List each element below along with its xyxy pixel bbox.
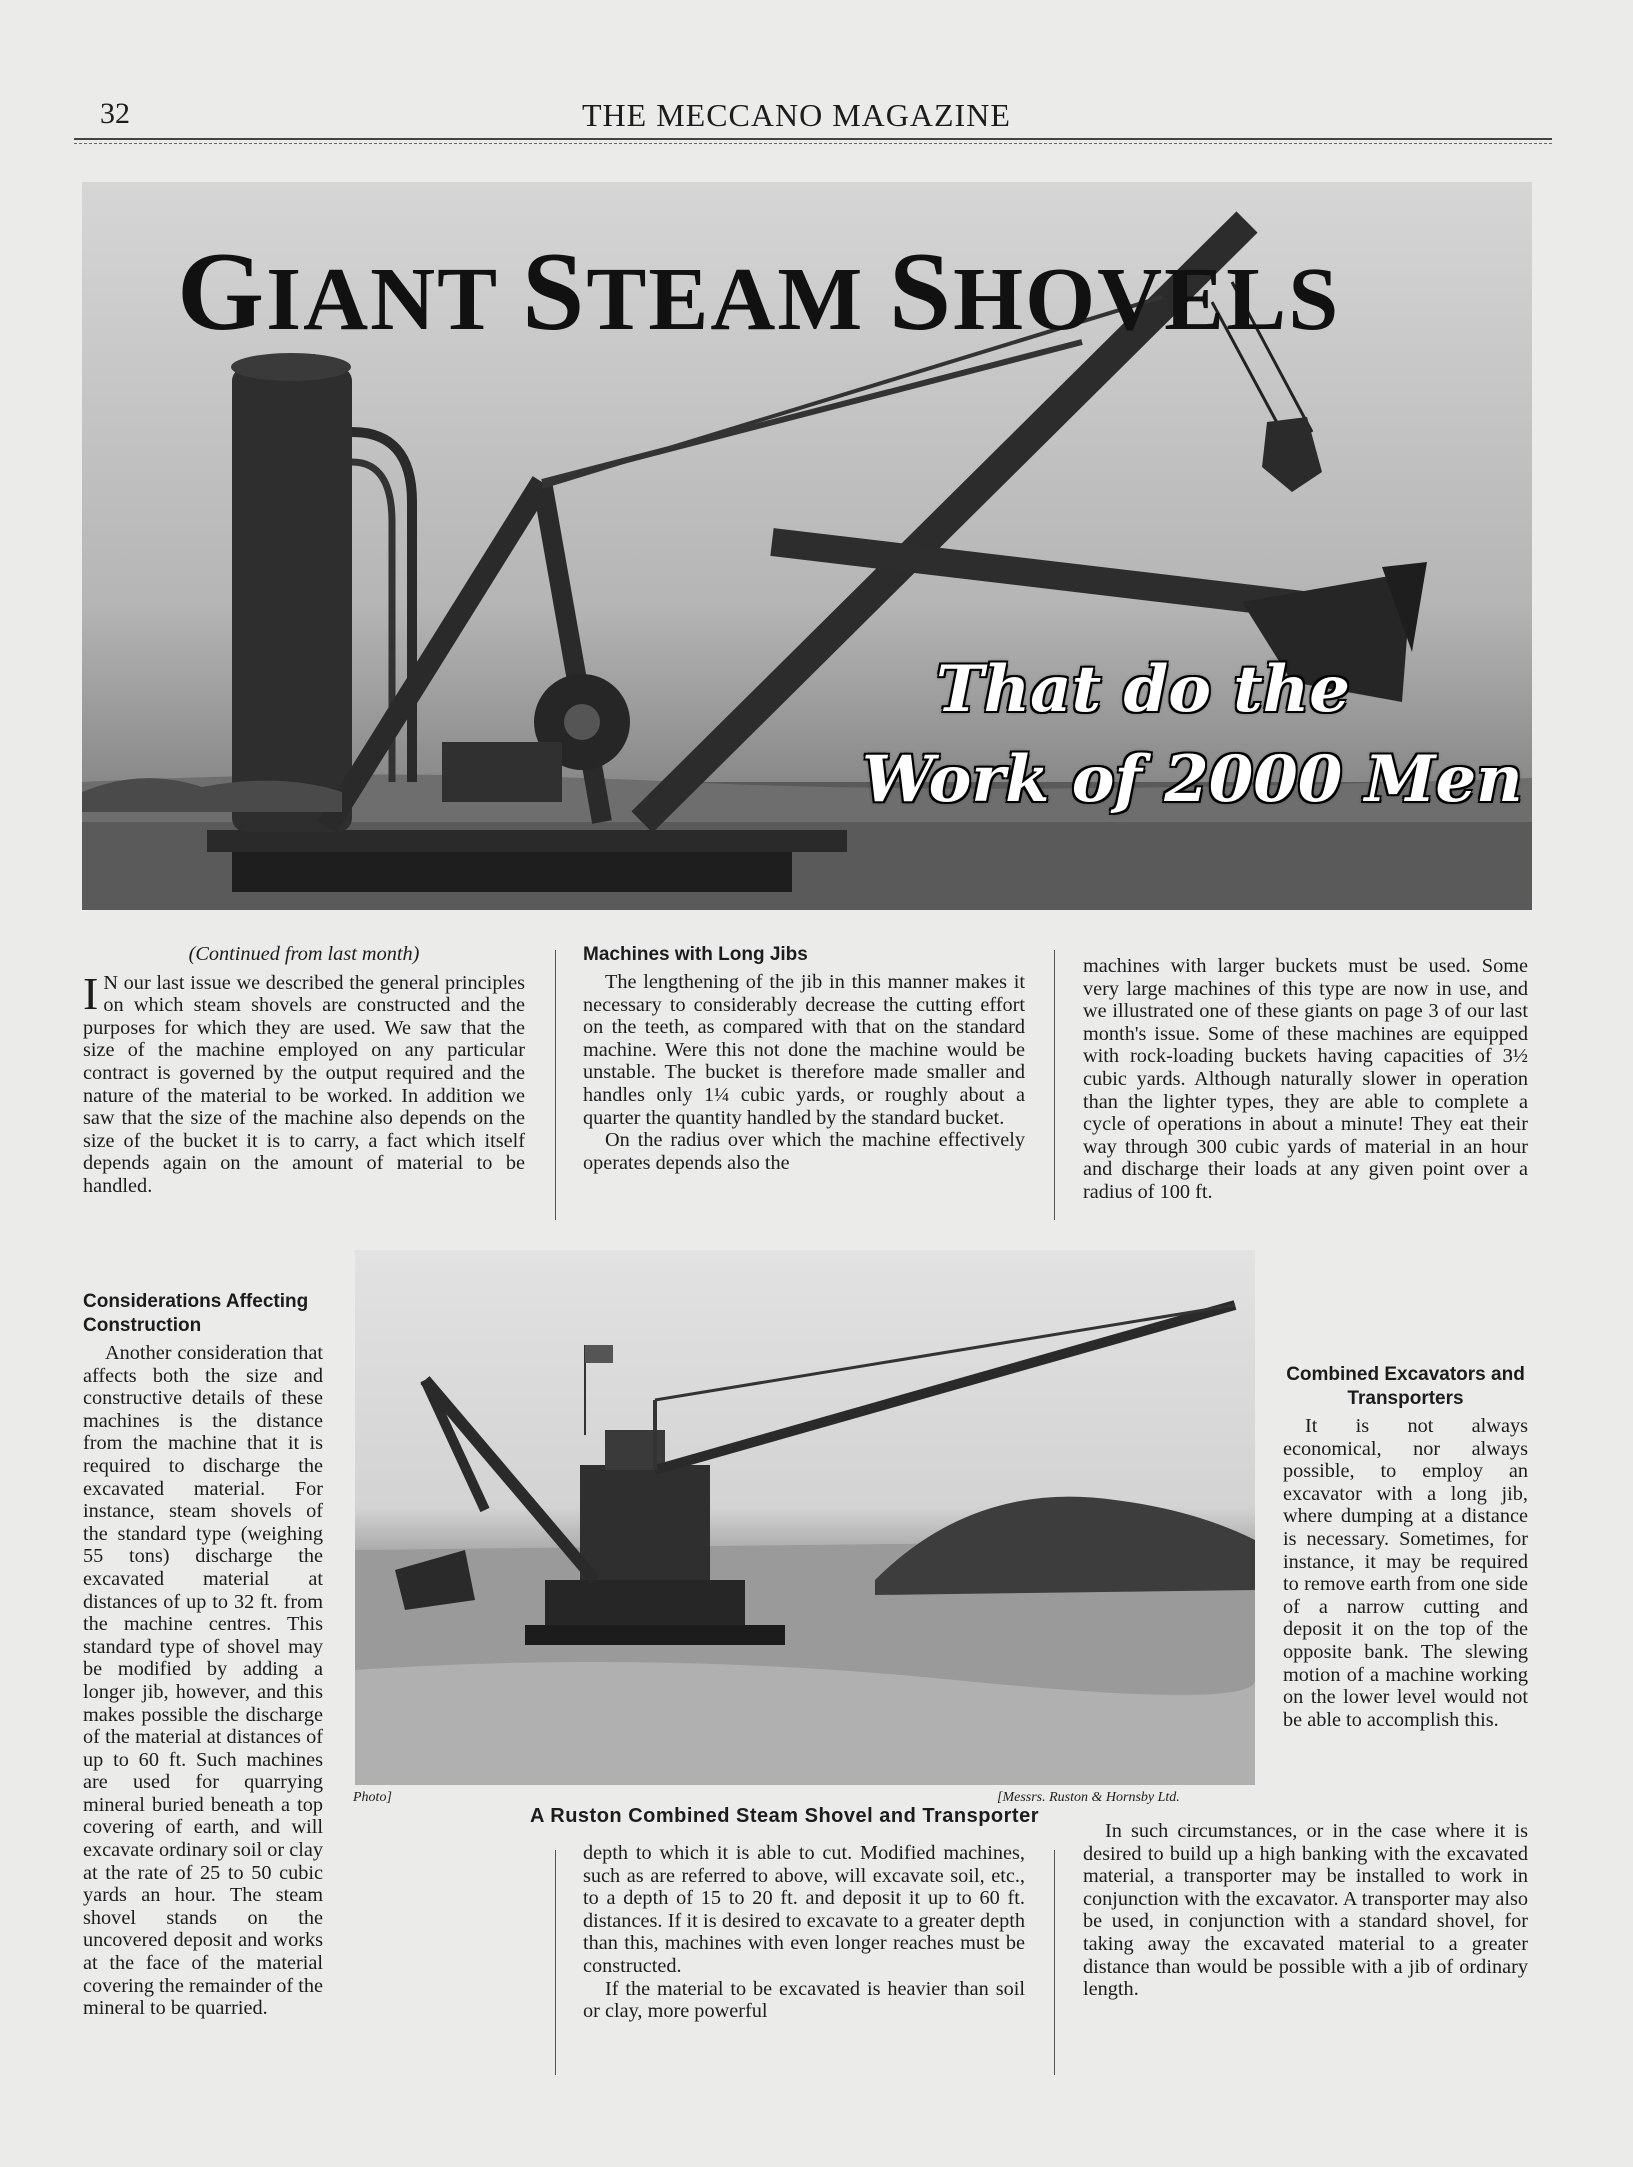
header-rule-dashed — [74, 143, 1552, 144]
photo-credit-left: Photo] — [353, 1790, 392, 1805]
magazine-title: THE MECCANO MAGAZINE — [582, 97, 1011, 133]
ruston-shovel-photo — [355, 1250, 1255, 1785]
hero-photo — [82, 182, 1532, 910]
article-paragraph: If the material to be excavated is heavier than soil or clay, more powerful — [583, 1977, 1025, 2023]
page-number: 32 — [100, 97, 130, 130]
article-paragraph: I N our last issue we described the general principles on which steam shovels are constructed and the purposes for which they are used. We saw that the size of the machine employed on any particular contract is governed by the output required and the nature of the material to be worked. In addition we saw that the size of the machine also depends on the size of the bucket it is to carry, a fact which itself depends again on the amount of material to be handled. — [83, 967, 525, 1197]
section-heading: Machines with Long Jibs — [583, 944, 808, 965]
section-heading: Considerations Affecting Construction — [83, 1291, 309, 1336]
section-heading: Combined Excavators and Transporters — [1286, 1364, 1525, 1409]
article-column-1-narrow — [83, 1282, 323, 2020]
article-paragraph: On the radius over which the machine effectively operates depends also the — [583, 1129, 1025, 1174]
header-rule — [74, 138, 1552, 140]
article-column-1-top — [83, 943, 525, 1198]
drop-cap: I — [83, 967, 99, 1019]
hero-subtitle-line1: That do the — [936, 652, 1350, 727]
column-rule — [555, 1850, 556, 2075]
article-paragraph: It is not always economical, nor always possible, to employ an excavator with a long jib, where dumping at a distance is necessary. Sometimes, for instance, it may be required to remove earth from one side of a narrow cutting and deposit it on the top of the opposite bank. The slewing motion of a machine working on the lower level would not be able to accomplish this. — [1283, 1415, 1528, 1731]
article-paragraph: Another consideration that affects both the size and constructive details of these machines is the distance from the machine that it is required to discharge the excavated material. For instance, steam shovels of the standard type (weighing 55 tons) discharge the excavated material at distances of up to 32 ft. from the machine centres. This standard type of shovel may be modified by adding a longer jib, however, and this makes possible the discharge of the material at distances of up to 60 ft. Such machines are used for quarrying mineral buried beneath a top covering of earth, and will excavate ordinary soil or clay at the rate of 25 to 50 cubic yards an hour. The steam shovel stands on the uncovered deposit and works at the face of the material covering the remainder of the mineral to be quarried. — [83, 1342, 323, 2020]
article-column-3-narrow — [1283, 1355, 1528, 1731]
shovel-transporter-illustration — [355, 1250, 1255, 1785]
hero-title: GIANT STEAM SHOVELS — [177, 230, 1341, 354]
photo-caption: A Ruston Combined Steam Shovel and Transporter — [530, 1805, 1039, 1827]
article-paragraph: depth to which it is able to cut. Modified machines, such as are referred to above, will excavate soil, etc., to a depth of 15 to 20 ft. and deposit it up to 60 ft. distances. If it is desired to excavate to a greater depth than this, machines with even longer reaches must be constructed. — [583, 1842, 1025, 1977]
article-column-3-bottom — [1083, 1820, 1528, 2001]
article-column-3-top — [1083, 955, 1528, 1204]
article-paragraph: machines with larger buckets must be used. Some very large machines of this type are now in use, and we illustrated one of these giants on page 3 of our last month's issue. Some of these machines are equipped with rock-loading buckets having capacities of 3½ cubic yards. Although naturally slower in operation than the lighter types, they are able to complete a cycle of operations in about a minute! They eat their way through 300 cubic yards of material in an hour and discharge their loads at any given point over a radius of 100 ft. — [1083, 955, 1528, 1203]
article-paragraph: In such circumstances, or in the case where it is desired to build up a high banking with the excavated material, a transporter may be installed to work in conjunction with the excavator. A transporter may also be used, in conjunction with a standard shovel, for taking away the excavated material to a greater distance than would be possible with a jib of ordinary length. — [1083, 1820, 1528, 2001]
hero-subtitle-line2: Work of 2000 Men — [862, 742, 1523, 817]
column-rule — [1054, 950, 1055, 1220]
photo-credit-right: [Messrs. Ruston & Hornsby Ltd. — [997, 1790, 1180, 1805]
column-rule — [555, 950, 556, 1220]
continued-note: (Continued from last month) — [188, 943, 420, 965]
article-paragraph: The lengthening of the jib in this manner makes it necessary to considerably decrease the cutting effort on the teeth, as compared with that on the standard machine. Were this not done the machine would be unstable. The bucket is therefore made smaller and handles only 1¼ cubic yards, or roughly about a quarter the quantity handled by the standard bucket. — [583, 971, 1025, 1129]
column-rule — [1054, 1850, 1055, 2075]
article-column-2-top — [583, 943, 1025, 1174]
article-column-2-bottom — [583, 1842, 1025, 2023]
